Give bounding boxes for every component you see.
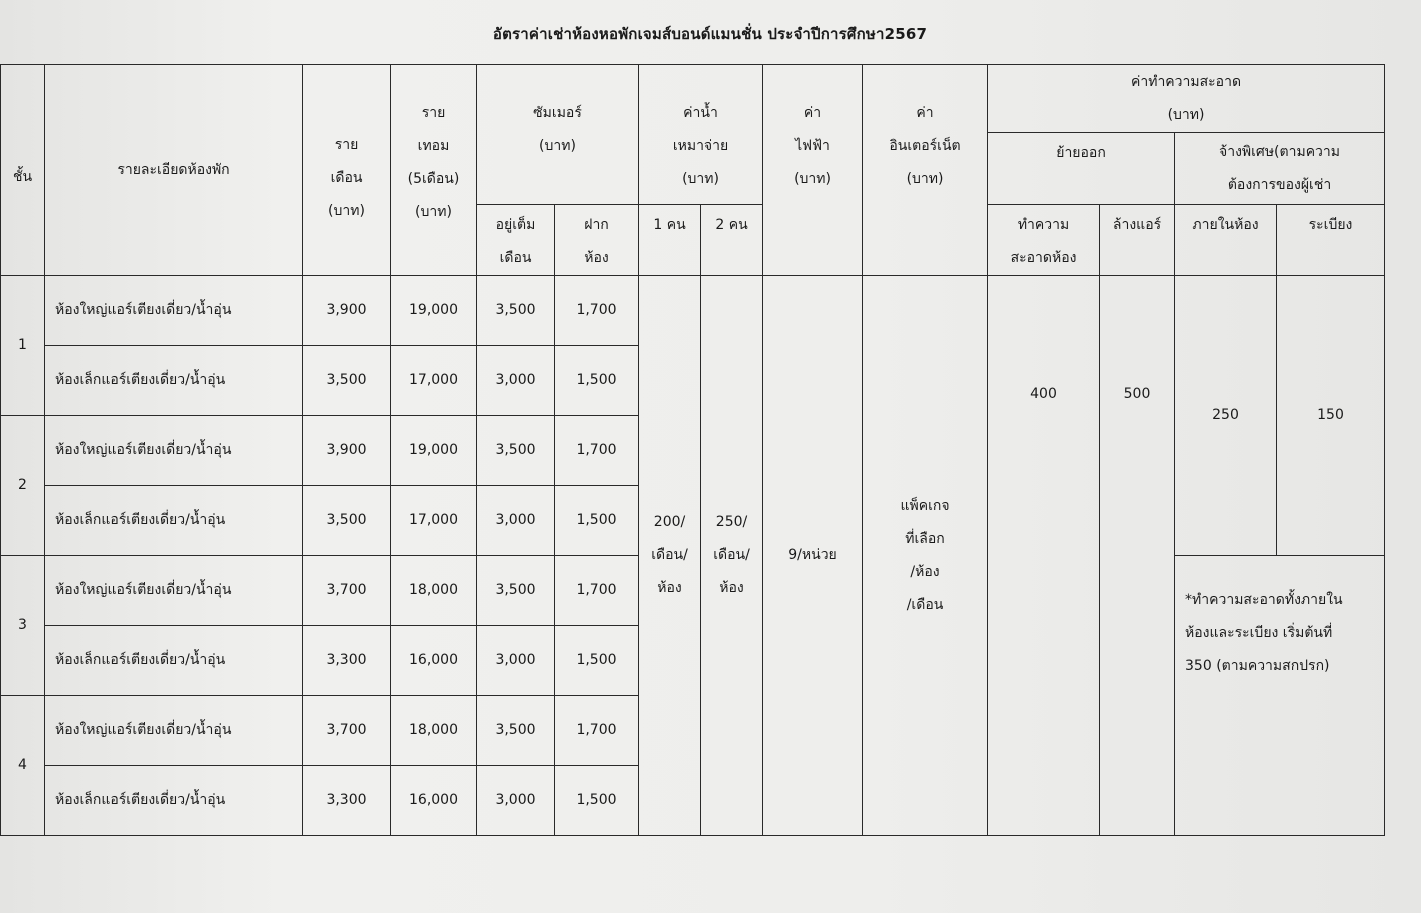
summer-stay: 3,500 xyxy=(477,276,555,346)
summer-deposit: 1,500 xyxy=(555,626,639,696)
header-term: ราย เทอม (5เดือน) (บาท) xyxy=(391,65,477,276)
room-detail: ห้องใหญ่แอร์เตียงเดี่ยว/น้ำอุ่น xyxy=(45,556,303,626)
summer-deposit: 1,700 xyxy=(555,276,639,346)
summer-deposit: 1,500 xyxy=(555,486,639,556)
monthly-rent: 3,700 xyxy=(303,696,391,766)
summer-stay: 3,000 xyxy=(477,346,555,416)
header-summer-stay: อยู่เต็ม เดือน xyxy=(477,205,555,276)
summer-stay: 3,000 xyxy=(477,766,555,836)
floor-cell: 4 xyxy=(1,696,45,836)
cleaning-note: *ทำความสะอาดทั้งภายใน ห้องและระเบียง เริ่มต้นที่ 350 (ตามความสกปรก) xyxy=(1175,556,1385,836)
wash-ac-value: 500 xyxy=(1100,276,1175,836)
header-move-out: ย้ายออก xyxy=(988,133,1175,205)
header-electric: ค่า ไฟฟ้า (บาท) xyxy=(763,65,863,276)
water-1p-value: 200/ เดือน/ ห้อง xyxy=(639,276,701,836)
header-internet: ค่า อินเตอร์เน็ต (บาท) xyxy=(863,65,988,276)
header-wash-ac: ล้างแอร์ xyxy=(1100,205,1175,276)
summer-stay: 3,500 xyxy=(477,696,555,766)
term-rent: 16,000 xyxy=(391,626,477,696)
header-balcony: ระเบียง xyxy=(1277,205,1385,276)
floor-cell: 3 xyxy=(1,556,45,696)
header-water: ค่าน้ำ เหมาจ่าย (บาท) xyxy=(639,65,763,205)
term-rent: 19,000 xyxy=(391,276,477,346)
monthly-rent: 3,500 xyxy=(303,486,391,556)
room-detail: ห้องใหญ่แอร์เตียงเดี่ยว/น้ำอุ่น xyxy=(45,276,303,346)
room-detail: ห้องเล็กแอร์เตียงเดี่ยว/น้ำอุ่น xyxy=(45,346,303,416)
balcony-value: 150 xyxy=(1277,276,1385,556)
header-room-detail: รายละเอียดห้องพัก xyxy=(45,65,303,276)
room-detail: ห้องเล็กแอร์เตียงเดี่ยว/น้ำอุ่น xyxy=(45,486,303,556)
term-rent: 19,000 xyxy=(391,416,477,486)
header-inside-room: ภายในห้อง xyxy=(1175,205,1277,276)
room-detail: ห้องใหญ่แอร์เตียงเดี่ยว/น้ำอุ่น xyxy=(45,416,303,486)
electric-value: 9/หน่วย xyxy=(763,276,863,836)
header-water-2p: 2 คน xyxy=(701,205,763,276)
rent-rate-table xyxy=(0,64,1385,836)
floor-cell: 1 xyxy=(1,276,45,416)
term-rent: 18,000 xyxy=(391,556,477,626)
internet-value: แพ็คเกจ ที่เลือก /ห้อง /เดือน xyxy=(863,276,988,836)
water-2p-value: 250/ เดือน/ ห้อง xyxy=(701,276,763,836)
document-title: อัตราค่าเช่าห้องหอพักเจมส์บอนด์แมนชั่น ประจำปีการศึกษา2567 xyxy=(492,25,928,43)
summer-deposit: 1,500 xyxy=(555,766,639,836)
header-summer: ซัมเมอร์ (บาท) xyxy=(477,65,639,205)
summer-deposit: 1,500 xyxy=(555,346,639,416)
header-clean-room: ทำความ สะอาดห้อง xyxy=(988,205,1100,276)
term-rent: 16,000 xyxy=(391,766,477,836)
floor-cell: 2 xyxy=(1,416,45,556)
header-water-1p: 1 คน xyxy=(639,205,701,276)
monthly-rent: 3,700 xyxy=(303,556,391,626)
room-detail: ห้องเล็กแอร์เตียงเดี่ยว/น้ำอุ่น xyxy=(45,766,303,836)
room-detail: ห้องเล็กแอร์เตียงเดี่ยว/น้ำอุ่น xyxy=(45,626,303,696)
term-rent: 17,000 xyxy=(391,486,477,556)
room-detail: ห้องใหญ่แอร์เตียงเดี่ยว/น้ำอุ่น xyxy=(45,696,303,766)
header-monthly: ราย เดือน (บาท) xyxy=(303,65,391,276)
clean-room-value: 400 xyxy=(988,276,1100,836)
monthly-rent: 3,300 xyxy=(303,766,391,836)
term-rent: 18,000 xyxy=(391,696,477,766)
summer-deposit: 1,700 xyxy=(555,416,639,486)
term-rent: 17,000 xyxy=(391,346,477,416)
summer-stay: 3,500 xyxy=(477,556,555,626)
header-summer-deposit: ฝาก ห้อง xyxy=(555,205,639,276)
inside-room-value: 250 xyxy=(1175,276,1277,556)
summer-stay: 3,000 xyxy=(477,486,555,556)
summer-stay: 3,500 xyxy=(477,416,555,486)
summer-deposit: 1,700 xyxy=(555,556,639,626)
summer-deposit: 1,700 xyxy=(555,696,639,766)
header-floor: ชั้น xyxy=(1,65,45,276)
monthly-rent: 3,300 xyxy=(303,626,391,696)
header-special-hire: จ้างพิเศษ(ตามความ ต้องการของผู้เช่า xyxy=(1175,133,1385,205)
summer-stay: 3,000 xyxy=(477,626,555,696)
monthly-rent: 3,500 xyxy=(303,346,391,416)
header-cleaning: ค่าทำความสะอาด (บาท) xyxy=(988,65,1385,133)
monthly-rent: 3,900 xyxy=(303,416,391,486)
monthly-rent: 3,900 xyxy=(303,276,391,346)
